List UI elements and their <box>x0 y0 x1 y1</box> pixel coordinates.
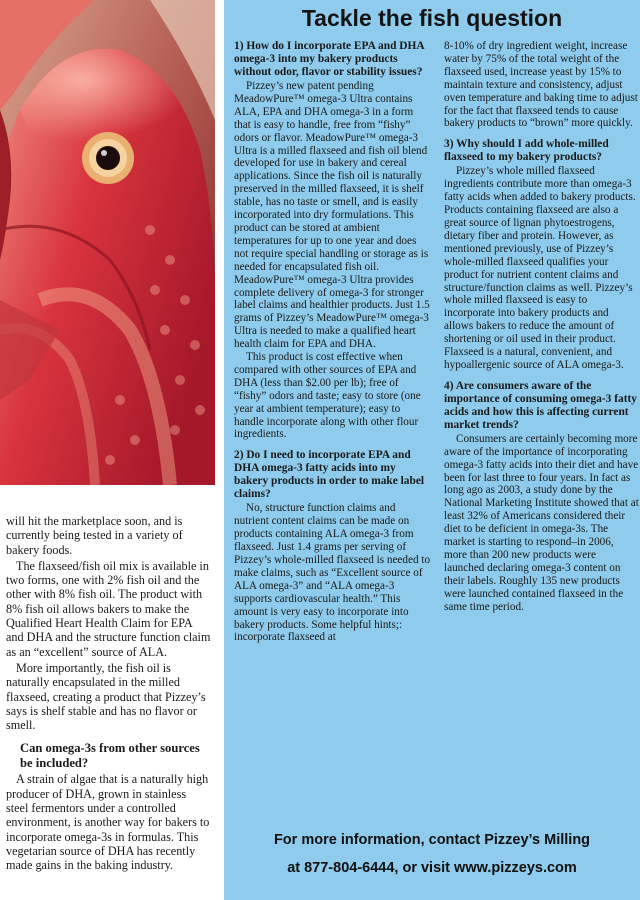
question-1 <box>234 40 432 441</box>
left-paragraph: will hit the marketplace soon, and is currently being tested in a variety of bakery foods. <box>6 514 183 557</box>
left-paragraph: The flaxseed/fish oil mix is available in two forms, one with 2% fish oil and the other with 8% fish oil. The product with 8% fish oil allows bakers to make the Qualified Heart Health Claim for EPA and DHA and the structure function claim as an “excellent” source of ALA. <box>6 558 211 659</box>
left-heading: Can omega-3s from other sources be included? <box>20 741 200 770</box>
question-3 <box>444 138 639 372</box>
left-paragraph: A strain of algae that is a naturally high producer of DHA, grown in stainless steel fermentors under a controlled environment, is another way for bakers to incorporate omega-3s in formulas. This vegetarian source of DHA has recently made gains in the baking industry. <box>6 772 210 873</box>
panel-title: Tackle the fish question <box>301 5 563 31</box>
question-2-continued-paragraph: 8-10% of dry ingredient weight, increase water by 75% of the total weight of the flaxseed used, increase yeast by 15% to maintain texture and consistency, adjust oven temperature and baking time to adjust for the fact that flaxseed tends to cause bakery products to “brown” more quickly. <box>444 40 638 130</box>
question-4 <box>444 380 639 614</box>
contact-phone-website: at 877-804-6444, or visit www.pizzeys.com <box>287 860 577 876</box>
question-2-continued <box>444 40 639 130</box>
question-4-paragraph: Consumers are certainly becoming more aware of the importance of incorporating omega-3 fatty acids into their diet and have been for last three to four years. In fact as long ago as 2003, a study done by the National Marketing Institute showed that at least 32% of Americans considered their diet to be deficient in omega-3s. The market is starting to respond–in 2006, more than 200 new products were launched declaring omega-3 content on their labels. Roughly 135 new products were launched contained flaxseed in the same time period. <box>444 432 639 613</box>
question-4-heading: 4) Are consumers aware of the importance of consuming omega-3 fatty acids and how this is affecting current market trends? <box>444 379 637 431</box>
question-2-heading: 2) Do I need to incorporate EPA and DHA omega-3 fatty acids into my bakery products in order to make label claims? <box>234 449 425 501</box>
red-snapper-illustration <box>0 0 215 485</box>
question-1-paragraph: This product is cost effective when compared with other sources of EPA and DHA (less than $2.00 per lb); free of “fishy” odors and taste; easy to store (one year at ambient temperature); easy to handle incorporate along with other flour ingredients. <box>234 351 421 441</box>
question-1-heading: 1) How do I incorporate EPA and DHA omega-3 into my bakery products without odor, flavor or stability issues? <box>234 40 424 78</box>
panel-column-2 <box>444 40 639 622</box>
question-2-paragraph: No, structure function claims and nutrient content claims can be made on products containing ALA omega-3 from flaxseed. Just 1.4 grams per serving of Pizzey’s whole-milled flaxseed is needed to make claims, such as “Excellent source of ALA omega-3” and “ALA omega-3 supports cardiovascular health.” This amount is very easy to incorporate into bakery products. Some helpful hints;: incorporate flaxseed at <box>234 502 431 644</box>
question-3-heading: 3) Why should I add whole-milled flaxseed to my bakery products? <box>444 138 609 164</box>
contact-line: For more information, contact Pizzey’s Milling <box>273 832 591 848</box>
left-paragraph: More importantly, the fish oil is naturally encapsulated in the milled flaxseed, creating a product that Pizzey’s says is shelf stable and has no flavor or smell. <box>6 660 206 733</box>
question-3-paragraph: Pizzey’s whole milled flaxseed ingredients contribute more than omega-3 fatty acids when added to bakery products. Products containing flaxseed are also a great source of lignan phytoestrogens, dietary fiber and protein. However, as mentioned previously, use of Pizzey’s whole-milled flaxseed qualifies your product for nutrient content claims and structure/function claims as well. Pizzey’s whole milled flaxseed is easy to incorporate into bakery products and allows bakers to reduce the amount of shortening or oil used in their product. Flaxseed is a natural, convenient, and hypoallergenic source of ALA omega-3. <box>444 165 636 371</box>
left-column <box>6 514 211 875</box>
question-1-paragraph: Pizzey’s new patent pending MeadowPure™ omega-3 Ultra contains ALA, EPA and DHA omega-3 in a form that is easy to handle, free from “fishy” odors or flavor. MeadowPure™ omega-3 Ultra is a milled flaxseed and fish oil blend developed for use in bakery and cereal applications. Since the fish oil is naturally preserved in the milled flaxseed, it is shelf stable, has no taste or smell, and is easily incorporated into dry formulations. This product can be stored at ambient temperatures for up to one year and does not require special handling or storage as is needed for encapsulated fish oil. MeadowPure™ omega-3 Ultra provides complete delivery of omega-3 for stronger label claims and healthier products. Just 1.5 grams of Pizzey’s MeadowPure™ omega-3 Ultra is needed to make a qualified heart health claim for EPA and DHA. <box>234 80 430 351</box>
panel-column-1 <box>234 40 432 652</box>
fish-photo <box>0 0 215 485</box>
sidebar-panel <box>224 0 640 900</box>
question-2 <box>234 449 432 644</box>
